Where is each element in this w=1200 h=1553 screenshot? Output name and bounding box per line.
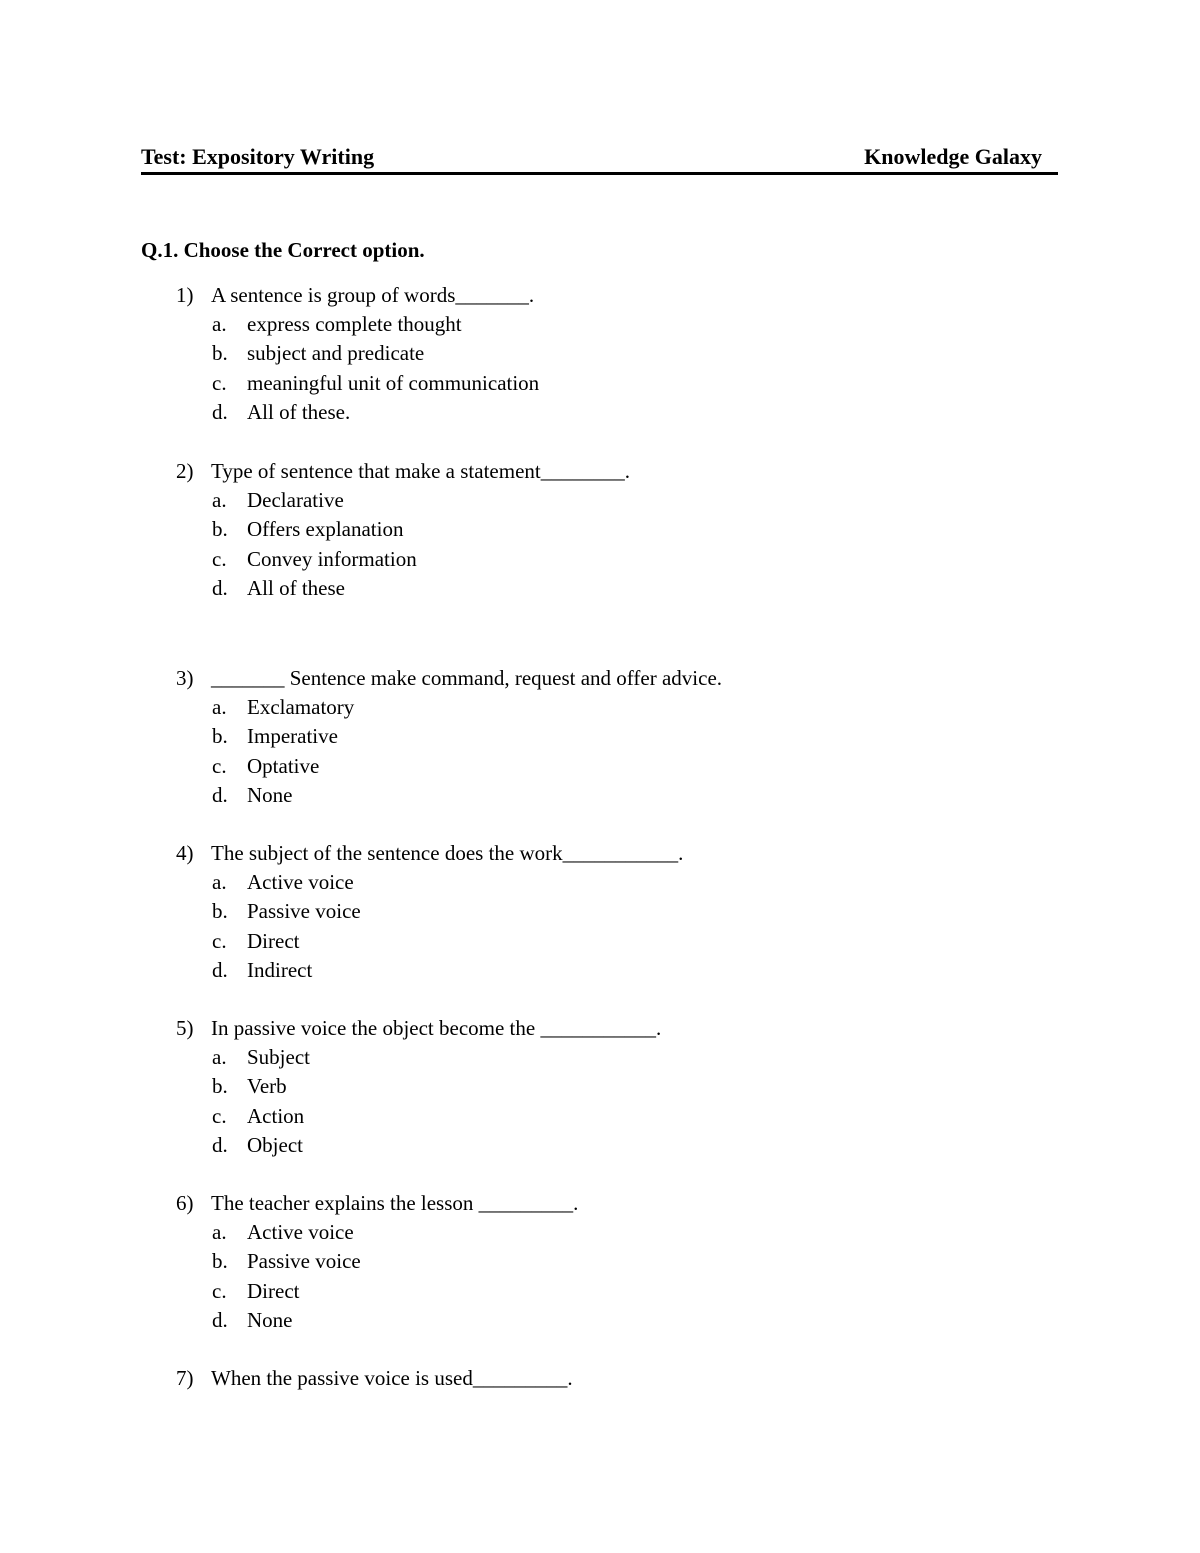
section-instruction: Q.1. Choose the Correct option. (141, 238, 425, 262)
option-text: Exclamatory (247, 695, 355, 719)
question-number: 1) (176, 283, 194, 307)
option-text: None (247, 1307, 293, 1332)
option-text: Offers explanation (247, 517, 404, 542)
question-number: 2) (176, 459, 194, 483)
question-text: The teacher explains the lesson _________. (211, 1191, 579, 1215)
question-number: 6) (176, 1191, 194, 1215)
question-text: Type of sentence that make a statement________. (211, 459, 630, 483)
option-letter: a. (212, 312, 227, 336)
option-letter: b. (212, 341, 228, 366)
question-text: In passive voice the object become the ___________. (211, 1016, 662, 1040)
option-text: Action (247, 1103, 305, 1128)
question-text: _______ Sentence make command, request and offer advice. (211, 666, 723, 690)
option-text: Object (247, 1132, 303, 1157)
option-letter: d. (212, 1132, 228, 1157)
option-text: Passive voice (247, 899, 361, 924)
option-text: Verb (247, 1074, 287, 1099)
option-text: Direct (247, 928, 300, 953)
option-text: subject and predicate (247, 341, 425, 366)
option-text: Direct (247, 1278, 300, 1303)
option-letter: b. (212, 1074, 228, 1099)
option-text: All of these. (247, 399, 351, 424)
question-number: 5) (176, 1016, 194, 1040)
option-letter: c. (212, 370, 227, 395)
option-text: meaningful unit of communication (247, 370, 540, 395)
option-text: Indirect (247, 957, 313, 982)
question-number: 7) (176, 1366, 194, 1390)
test-title: Test: Expository Writing (141, 144, 375, 169)
option-letter: b. (212, 899, 228, 924)
question-text: A sentence is group of words_______. (211, 283, 535, 307)
option-text: Active voice (247, 1220, 354, 1244)
option-letter: d. (212, 957, 228, 982)
question-text: When the passive voice is used_________. (211, 1366, 573, 1390)
option-text: Subject (247, 1045, 310, 1069)
option-text: Declarative (247, 488, 344, 512)
option-text: None (247, 782, 293, 807)
question-number: 4) (176, 841, 194, 865)
question-number: 3) (176, 666, 194, 690)
option-letter: a. (212, 1045, 227, 1069)
option-letter: a. (212, 695, 227, 719)
option-letter: d. (212, 1307, 228, 1332)
option-letter: d. (212, 399, 228, 424)
option-text: Active voice (247, 870, 354, 894)
page-header (141, 140, 1058, 175)
option-letter: c. (212, 1103, 227, 1128)
question-text: The subject of the sentence does the work___________. (211, 841, 684, 865)
option-text: Convey information (247, 546, 417, 571)
option-letter: a. (212, 1220, 227, 1244)
option-letter: b. (212, 724, 228, 749)
option-letter: c. (212, 546, 227, 571)
option-letter: b. (212, 1249, 228, 1274)
option-letter: c. (212, 928, 227, 953)
option-text: Optative (247, 753, 320, 778)
option-text: All of these (247, 575, 345, 600)
option-letter: d. (212, 575, 228, 600)
option-text: Passive voice (247, 1249, 361, 1274)
option-letter: b. (212, 517, 228, 542)
brand-name: Knowledge Galaxy (864, 144, 1042, 169)
option-letter: a. (212, 488, 227, 512)
option-text: Imperative (247, 724, 338, 749)
option-letter: c. (212, 1278, 227, 1303)
option-letter: a. (212, 870, 227, 894)
option-letter: c. (212, 753, 227, 778)
option-letter: d. (212, 782, 228, 807)
option-text: express complete thought (247, 312, 462, 336)
